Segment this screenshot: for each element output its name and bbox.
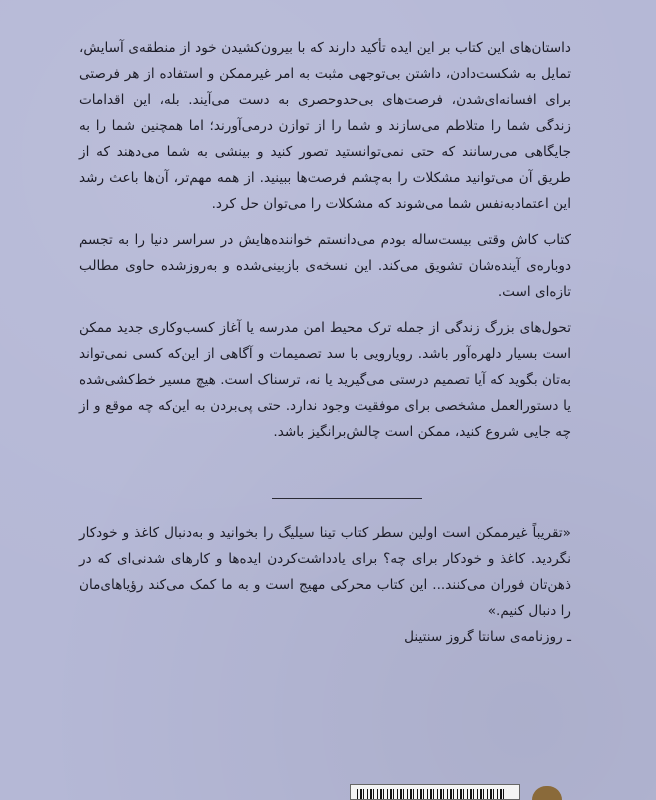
review-quote-section	[79, 520, 571, 650]
blurb-paragraph-2: کتاب کاش وقتی بیست‌ساله بودم می‌دانستم خواننده‌هایش در سراسر دنیا را به تجسم دوباره‌ی آینده‌شان تشویق می‌کند. این نسخه‌ی بازبینی‌شده و به‌روزشده حاوی مطالب تازه‌ای است.	[79, 232, 571, 300]
quote-attribution: ـ روزنامه‌ی سانتا گروز سنتینل	[404, 629, 571, 645]
barcode-bars	[357, 789, 507, 800]
blurb-paragraph-3: تحول‌های بزرگ زندگی از جمله ترک محیط امن مدرسه یا آغاز کسب‌وکاری جدید ممکن است بسیار دلهره‌آور باشد. رویارویی با سد تصمیمات و آگاهی از این‌که کسی نمی‌تواند به‌تان بگوید که آیا تصمیم درستی می‌گیرید یا نه، ترسناک است. هیچ مسیر خط‌کشی‌شده یا دستورالعمل مشخصی برای موفقیت وجود ندارد. حتی پی‌بردن به این‌که چه موقع و از چه جایی شروع کنید، ممکن است چالش‌برانگیز باشد.	[79, 320, 571, 440]
review-quote: «تقریباً غیرممکن است اولین سطر کتاب تینا سیلیگ را بخوانید و به‌دنبال کاغذ و خودکار نگردید. کاغذ و خودکار برای چه؟ برای یادداشت‌کردن ایده‌ها و کارهای شدنی‌ای که در ذهن‌تان فوران می‌کنند... این کتاب محرکی مهیج است و به ما کمک می‌کند رؤیاهای‌مان را دنبال کنیم.»	[79, 525, 571, 619]
blurb-section	[79, 35, 571, 455]
price-sticker	[532, 786, 562, 800]
blurb-paragraph-1: داستان‌های این کتاب بر این ایده تأکید دارند که با بیرون‌کشیدن خود از منطقه‌ی آسایش، تمایل به شکست‌دادن، داشتن بی‌توجهی مثبت به امر غیرممکن و استفاده از هر فرصتی برای افسانه‌ای‌شدن، فرصت‌های بی‌حدوحصری به دست می‌آیند. بله، این اقدامات زندگی شما را متلاطم می‌سازند و شما را از توازن درمی‌آورند؛ اما همچنین شما را به جایگاهی می‌رسانند که حتی نمی‌توانستید تصور کنید و بینشی به شما می‌دهند که از طریق آن می‌توانید مشکلات را به‌چشم فرصت‌ها ببینید. از همه مهم‌تر، آن‌ها باعث رشد این اعتمادبه‌نفس شما می‌شوند که مشکلات را می‌توان حل کرد.	[79, 40, 571, 212]
section-divider	[272, 498, 422, 499]
barcode-sticker	[350, 784, 520, 800]
